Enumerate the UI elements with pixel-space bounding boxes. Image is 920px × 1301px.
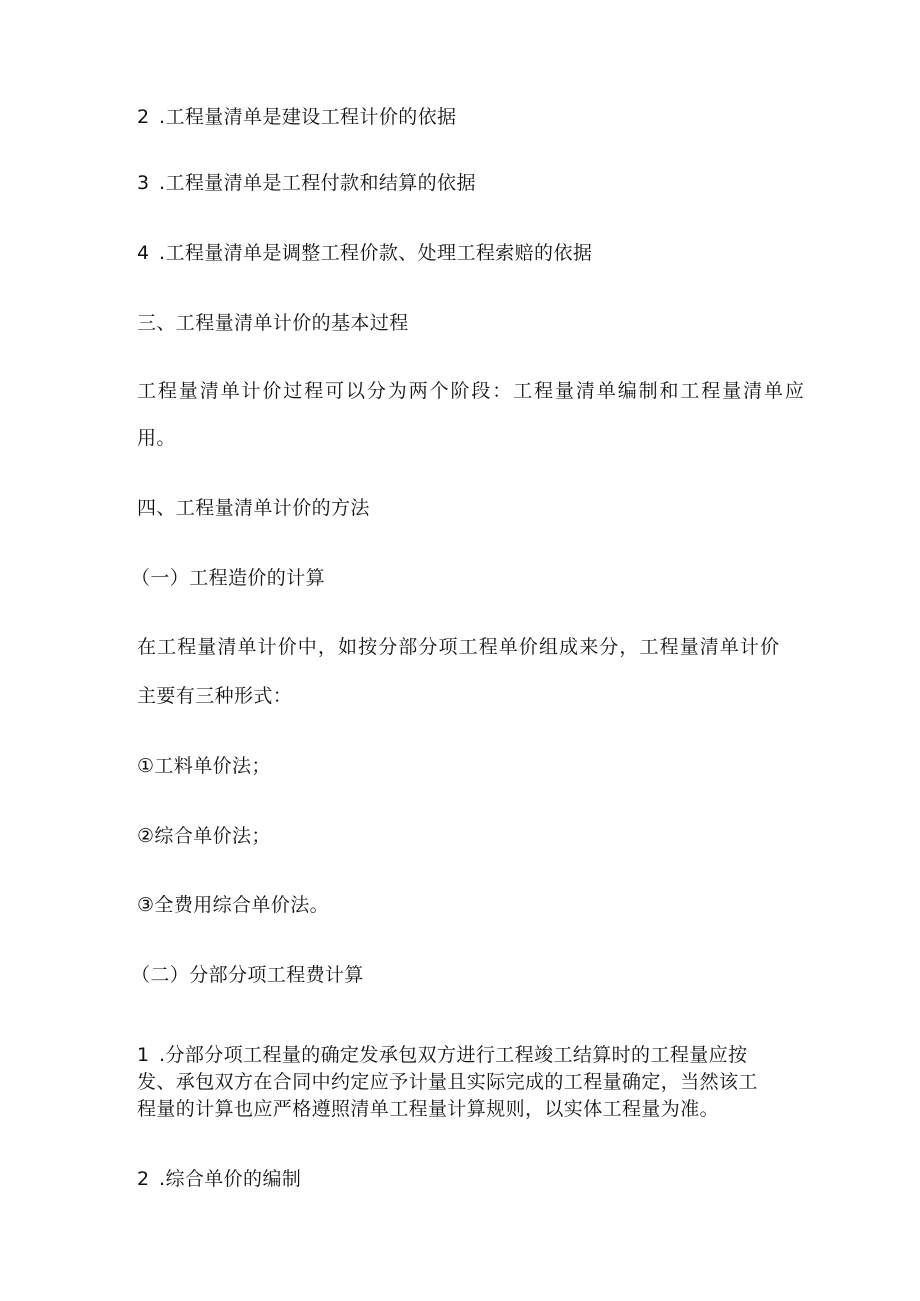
list-number: 1 — [137, 1044, 150, 1066]
paragraph-line: 程量的计算也应严格遵照清单工程量计算规则，以实体工程量为准。 — [137, 1098, 720, 1120]
list-item — [137, 106, 456, 128]
list-number: 3 — [137, 172, 150, 194]
list-number: 4 — [137, 242, 150, 264]
list-text: .分部分项工程量的确定发承包双方进行工程竣工结算时的工程量应按 — [159, 1044, 748, 1066]
list-item: ②综合单价法； — [137, 825, 271, 847]
list-item — [137, 242, 592, 264]
section-heading: 三、工程量清单计价的基本过程 — [137, 312, 409, 334]
list-item — [137, 1168, 301, 1190]
paragraph-line: 在工程量清单计价中，如按分部分项工程单价组成来分，工程量清单计价 — [137, 636, 781, 658]
paragraph-line: 主要有三种形式： — [137, 685, 293, 707]
subsection-heading: （二）分部分项工程费计算 — [131, 964, 364, 986]
list-text: .工程量清单是调整工程价款、处理工程索赔的依据 — [159, 242, 593, 264]
list-text: .工程量清单是建设工程计价的依据 — [159, 106, 457, 128]
list-text: .工程量清单是工程付款和结算的依据 — [159, 172, 476, 194]
list-number: 2 — [137, 106, 150, 128]
paragraph-line: 发、承包双方在合同中约定应予计量且实际完成的工程量确定，当然该工 — [137, 1071, 758, 1093]
list-item: ①工料单价法； — [137, 755, 271, 777]
list-text: .综合单价的编制 — [159, 1168, 302, 1190]
paragraph-line: 工程量清单计价过程可以分为两个阶段：工程量清单编制和工程量清单应 — [137, 380, 806, 402]
paragraph-line: 用。 — [137, 427, 176, 449]
list-item — [137, 172, 476, 194]
list-number: 2 — [137, 1168, 150, 1190]
section-heading: 四、工程量清单计价的方法 — [137, 497, 370, 519]
list-item: ③全费用综合单价法。 — [137, 894, 330, 916]
list-item — [137, 1044, 747, 1066]
subsection-heading: （一）工程造价的计算 — [131, 567, 326, 589]
